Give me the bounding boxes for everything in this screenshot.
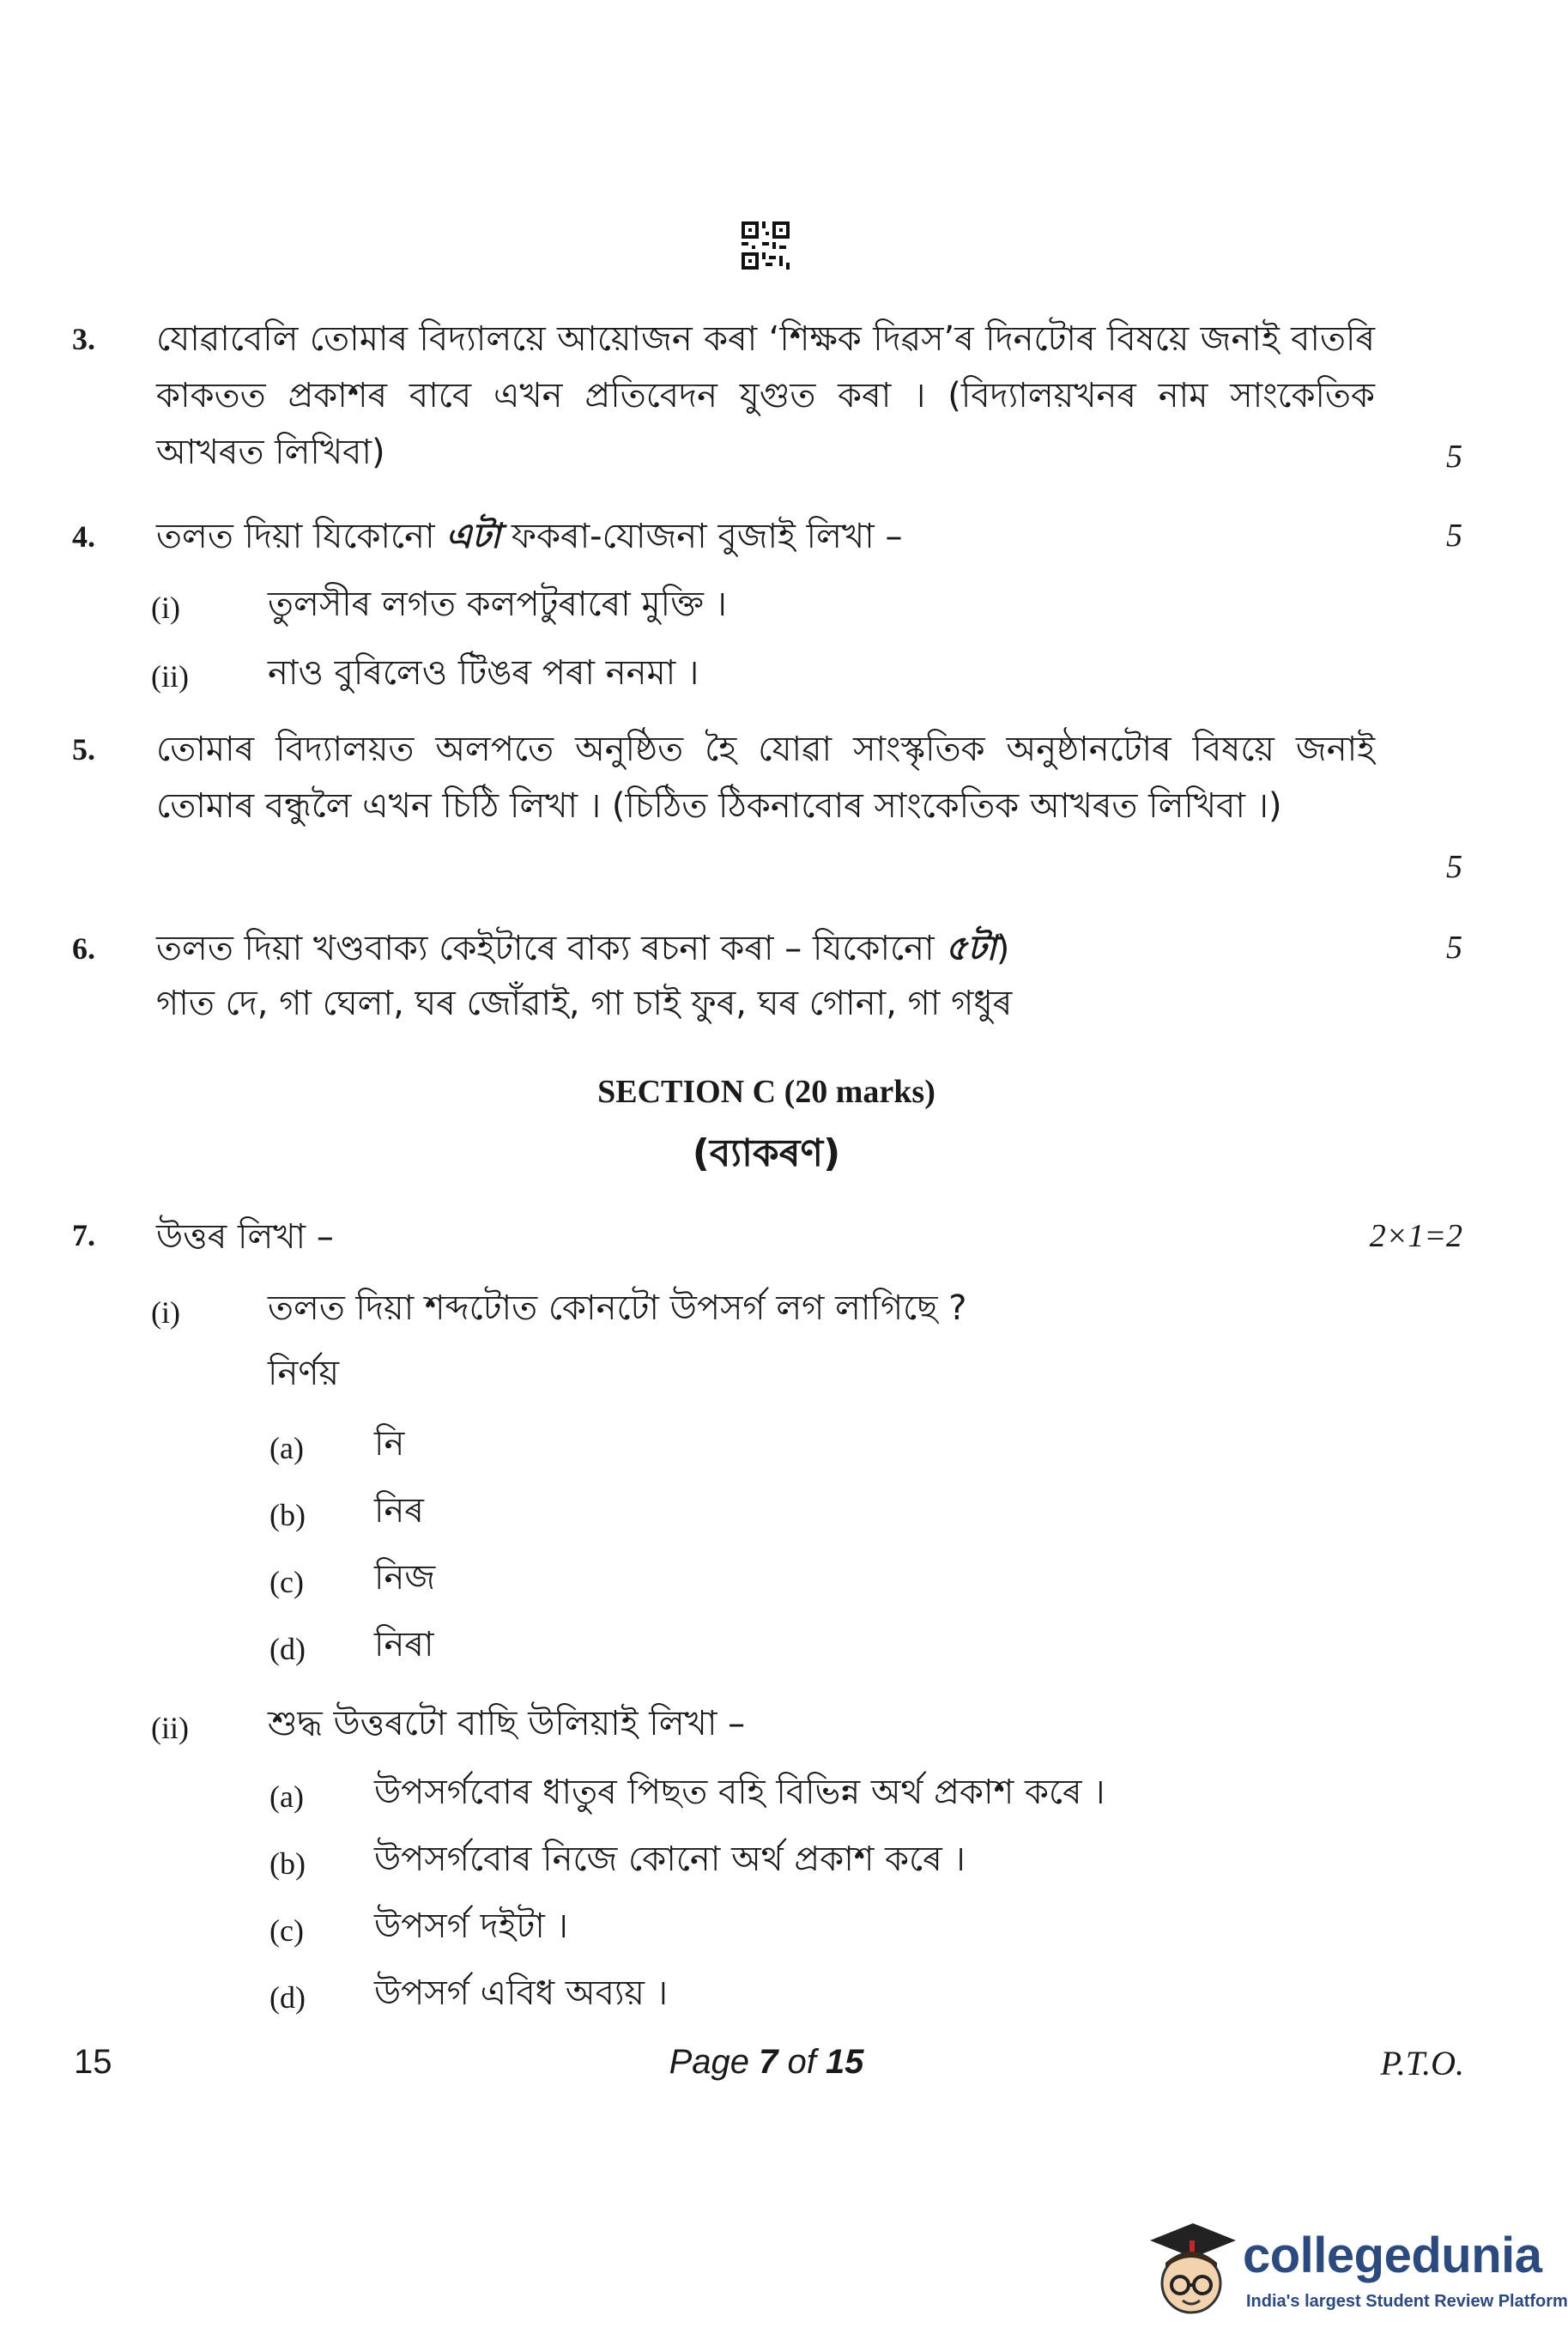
question-marks: 5 (1446, 849, 1462, 885)
question-text-start: তলত দিয়া যিকোনো (156, 517, 446, 556)
option-label: (a) (269, 1431, 304, 1465)
question-text (156, 920, 1375, 977)
question-number: 7. (72, 1218, 95, 1252)
question-text-start: তলত দিয়া খণ্ডবাক্য কেইটাৰে বাক্য ৰচনা কৰা – যিকোনো (156, 929, 946, 968)
option-label: (c) (269, 1913, 304, 1948)
question-number: 6. (72, 931, 95, 966)
option-label: (d) (269, 1632, 306, 1666)
mascot-icon (1141, 2215, 1240, 2326)
question-6 (72, 920, 1462, 1040)
part-label: (ii) (151, 1711, 189, 1745)
part-text: তলত দিয়া শব্দটোত কোনটো উপসৰ্গ লগ লাগিছে ? (268, 1288, 967, 1328)
question-3 (72, 311, 1462, 500)
qr-code-icon (742, 221, 790, 270)
option-text: নাও বুৰিলেও টিঙৰ পৰা ননমা । (268, 653, 699, 693)
option-text: উপসৰ্গবোৰ ধাতুৰ পিছত বহি বিভিন্ন অৰ্থ প্ৰকাশ কৰে । (374, 1773, 1105, 1812)
section-title: SECTION C (20 marks) (597, 1074, 935, 1110)
pto-label: P.T.O. (1380, 2044, 1464, 2082)
question-emphasis: এটা (445, 517, 501, 556)
question-text: যোৱাবেলি তোমাৰ বিদ্যালয়ে আয়োজন কৰা ‘শিক্ষক দিৱস’ৰ দিনটোৰ বিষয়ে জনাই বাতৰি কাকতত প্ৰকাশৰ বাবে এখন প্ৰতিবেদন যুগুত কৰা । (বিদ্যালয়খনৰ নাম সাংকেতিক আখৰত লিখিবা) (156, 319, 1375, 472)
question-text-end: ) (996, 929, 1010, 968)
option-label: (b) (269, 1846, 306, 1881)
question-text (156, 508, 1375, 565)
collegedunia-logo (1141, 2215, 1568, 2326)
page-of: of (778, 2043, 826, 2081)
phrase-list: গাত দে, গা ঘেলা, ঘৰ জোঁৱাই, গা চাই ফুৰ, ঘৰ গোনা, গা গধুৰ (156, 984, 1013, 1023)
question-5 (72, 721, 1462, 910)
option-label: (ii) (151, 659, 189, 694)
option-text: নিৰ (374, 1491, 424, 1531)
option-label: (d) (269, 1980, 306, 2015)
option-text: নিৰা (374, 1625, 434, 1664)
page-indicator (0, 2043, 1533, 2082)
option-text: উপসৰ্গবোৰ নিজে কোনো অৰ্থ প্ৰকাশ কৰে । (374, 1840, 966, 1879)
page-total: 15 (825, 2043, 864, 2081)
option-text: উপসৰ্গ এবিধ অব্যয় । (374, 1973, 669, 2013)
option-text: উপসৰ্গ দইটা । (374, 1907, 568, 1946)
option-label: (i) (151, 591, 180, 625)
logo-brand-name: collegedunia (1243, 2228, 1542, 2283)
question-7 (72, 1209, 1462, 2033)
option-label: (b) (269, 1498, 306, 1532)
part-word: নিৰ্ণয় (268, 1354, 340, 1393)
page-prefix: Page (669, 2043, 760, 2081)
paper-code: 15 (74, 2043, 112, 2081)
option-label: (a) (269, 1779, 304, 1814)
question-marks: 5 (1446, 930, 1462, 966)
question-number: 5. (72, 732, 95, 767)
question-4 (72, 508, 1462, 706)
question-text: তোমাৰ বিদ্যালয়ত অলপতে অনুষ্ঠিত হৈ যোৱা সাংস্কৃতিক অনুষ্ঠানটোৰ বিষয়ে জনাই তোমাৰ বন্ধুলৈ এখন চিঠি লিখা । (চিঠিত ঠিকনাবোৰ সাংকেতিক আখৰত লিখিবা ।) (156, 730, 1375, 826)
question-marks: 5 (1446, 518, 1462, 554)
question-marks: 2×1=2 (1369, 1218, 1462, 1254)
part-text: শুদ্ধ উত্তৰটো বাছি উলিয়াই লিখা – (268, 1704, 746, 1743)
page-current: 7 (759, 2043, 778, 2081)
question-marks: 5 (1446, 439, 1462, 475)
option-text: নিজ (374, 1558, 436, 1597)
question-text-end: ফকৰা-যোজনা বুজাই লিখা – (500, 517, 903, 556)
part-label: (i) (151, 1295, 180, 1330)
option-text: নি (374, 1424, 405, 1464)
question-number: 4. (72, 519, 95, 554)
question-text: উত্তৰ লিখা – (156, 1217, 334, 1257)
question-number: 3. (72, 322, 95, 356)
logo-tagline: India's largest Student Review Platform (1246, 2292, 1568, 2311)
section-subtitle: (ব্যাকৰণ) (692, 1131, 841, 1175)
option-text: তুলসীৰ লগত কলপটুৰাৰো মুক্তি । (268, 585, 727, 624)
option-label: (c) (269, 1565, 304, 1599)
question-emphasis: ৫টা (945, 929, 996, 968)
